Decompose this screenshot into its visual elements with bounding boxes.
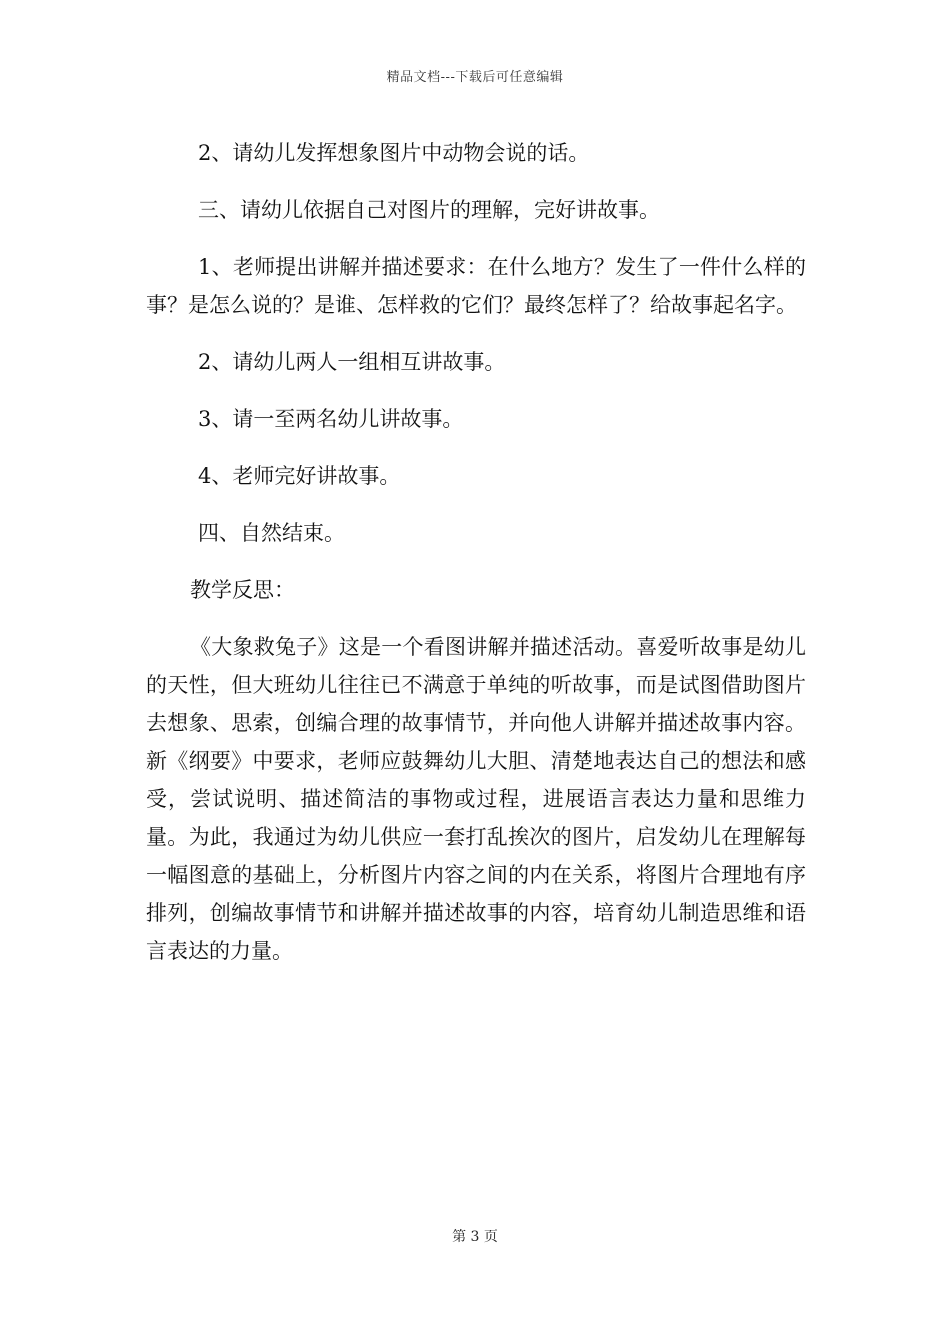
page-number: 第 3 页 xyxy=(452,1229,498,1245)
paragraph-section-4-heading: 四、自然结束。 xyxy=(198,521,345,545)
document-body xyxy=(146,134,806,989)
paragraph-step-3-volunteers: 3、请一至两名幼儿讲故事。 xyxy=(198,407,464,431)
paragraph-section-3-heading: 三、请幼儿依据自己对图片的理解，完好讲故事。 xyxy=(198,198,660,222)
paragraph-step-2-imagine-dialogue: 2、请幼儿发挥想象图片中动物会说的话。 xyxy=(198,141,590,165)
paragraph-reflection-body: 《大象救兔子》这是一个看图讲解并描述活动。喜爱听故事是幼儿的天性，但大班幼儿往往已不满意于单纯的听故事，而是试图借助图片去想象、思索，创编合理的故事情节，并向他人讲解并描述故事内容。新《纲要》中要求，老师应鼓舞幼儿大胆、清楚地表达自己的想法和感受，尝试说明、描述简洁的事物或过程，进展语言表达力量和思维力量。为此，我通过为幼儿供应一套打乱挨次的图片，启发幼儿在理解每一幅图意的基础上，分析图片内容之间的内在关系，将图片合理地有序排列，创编故事情节和讲解并描述故事的内容，培育幼儿制造思维和语言表达的力量。 xyxy=(146,635,806,963)
paragraph-step-2-pair-storytelling: 2、请幼儿两人一组相互讲故事。 xyxy=(198,350,506,374)
page-header: 精品文档---下载后可任意编辑 xyxy=(386,70,564,85)
paragraph-reflection-heading: 教学反思： xyxy=(190,578,295,602)
paragraph-step-1-teacher-requirements: 1、老师提出讲解并描述要求：在什么地方？发生了一件什么样的事？是怎么说的？是谁、怎样救的它们？最终怎样了？给故事起名字。 xyxy=(146,255,806,317)
paragraph-step-4-teacher-tells: 4、老师完好讲故事。 xyxy=(198,464,401,488)
